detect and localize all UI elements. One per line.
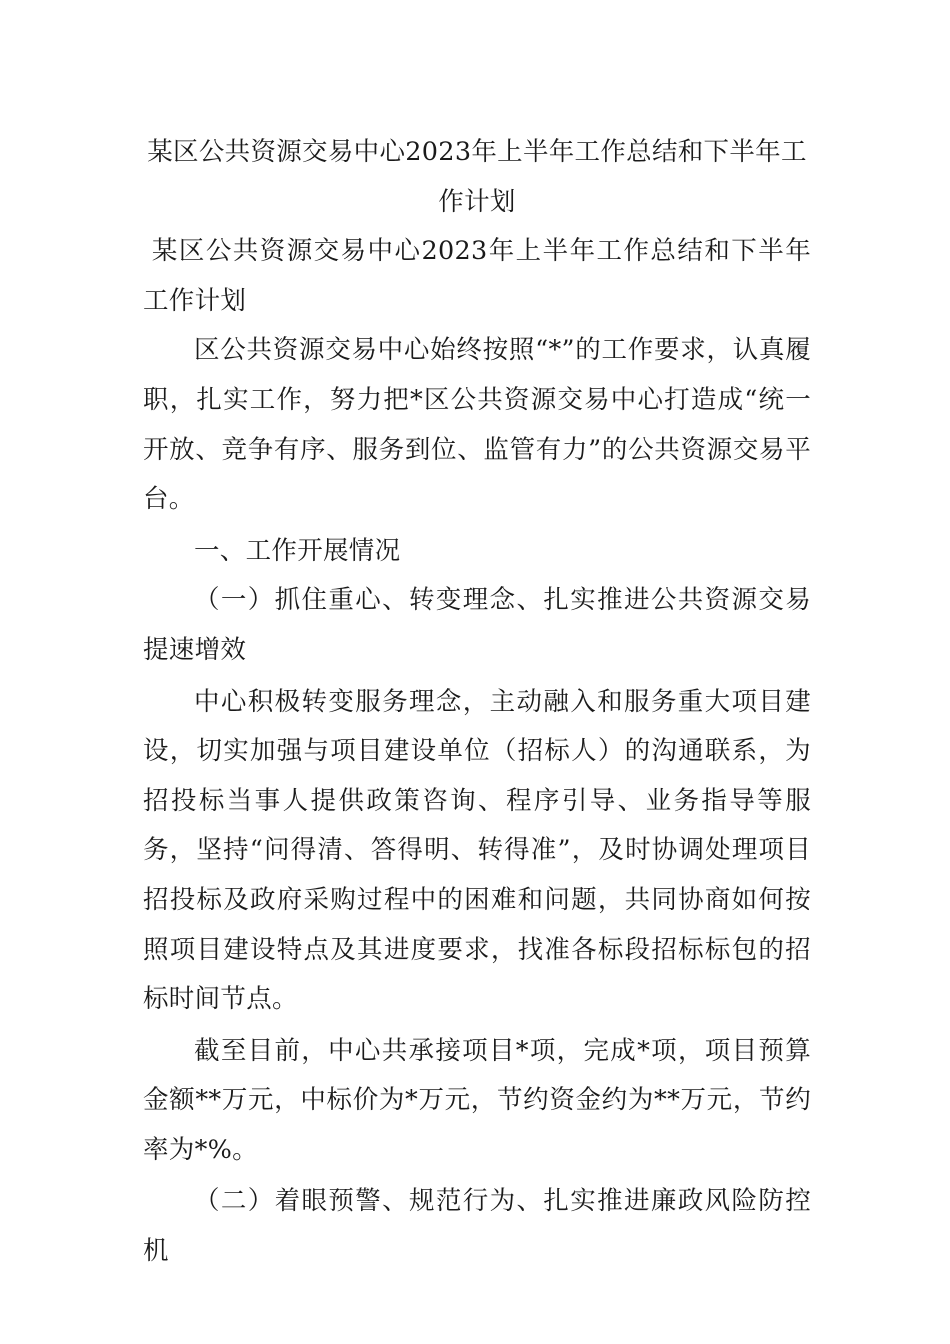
statistics-paragraph: 截至目前，中心共承接项目*项，完成*项，项目预算金额**万元，中标价为*万元，节约资金约为**万元，节约率为*%。 bbox=[143, 1035, 811, 1165]
subsection-heading-2: （二）着眼预警、规范行为、扎实推进廉政风险防控机 bbox=[143, 1186, 811, 1267]
subsection-heading-1: （一）抓住重心、转变理念、扎实推进公共资源交易提速增效 bbox=[143, 585, 811, 665]
intro-paragraph: 区公共资源交易中心始终按照“*”的工作要求，认真履职，扎实工作，努力把*区公共资源交易中心打造成“统一开放、竞争有序、服务到位、监管有力”的公共资源交易平台。 bbox=[143, 335, 811, 515]
document-title: 某区公共资源交易中心2023年上半年工作总结和下半年工作计划 bbox=[147, 137, 807, 217]
body-paragraph: 中心积极转变服务理念，主动融入和服务重大项目建设，切实加强与项目建设单位（招标人）的沟通联系，为招投标当事人提供政策咨询、程序引导、业务指导等服务，坚持“问得清、答得明、转得准”，及时协调处理项目招投标及政府采购过程中的困难和问题，共同协商如何按照项目建设特点及其进度要求，找准各标段招标标包的招标时间节点。 bbox=[143, 686, 811, 1015]
document-body bbox=[143, 128, 811, 1277]
section-heading: 一、工作开展情况 bbox=[194, 535, 401, 566]
document-subtitle: 某区公共资源交易中心2023年上半年工作总结和下半年工作计划 bbox=[143, 236, 811, 316]
